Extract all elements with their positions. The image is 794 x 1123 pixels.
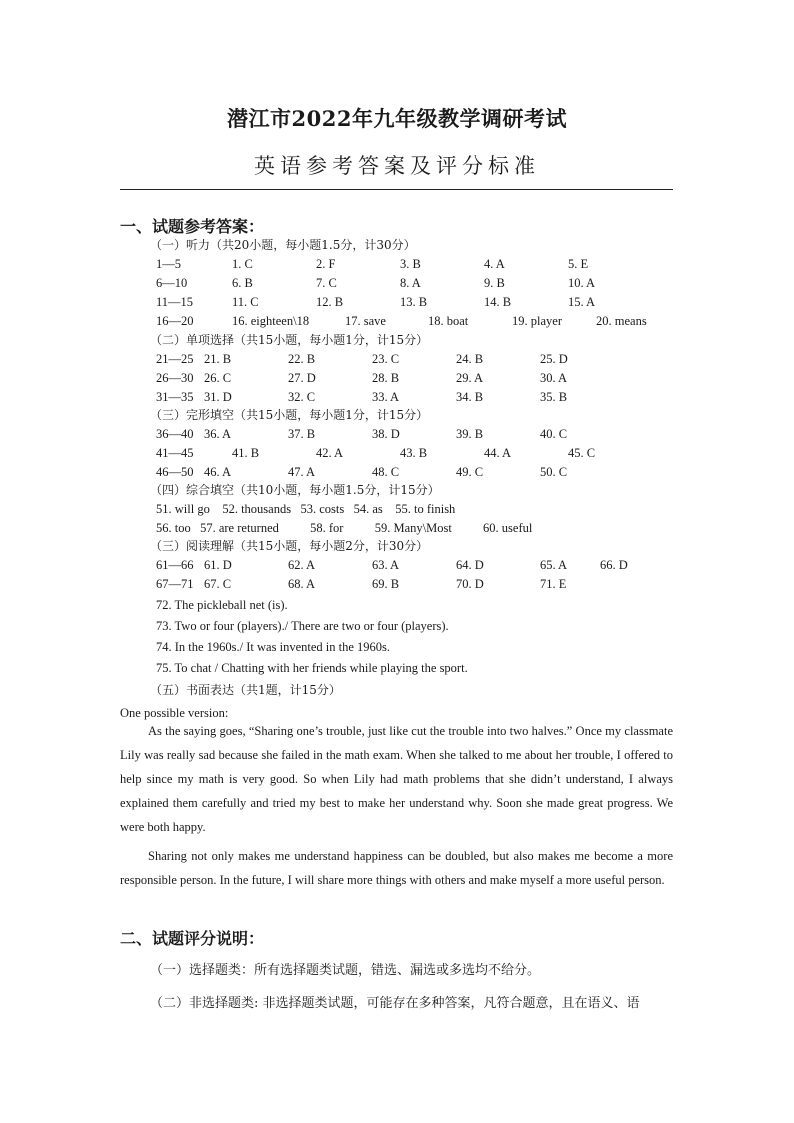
answer-cell: 41. B — [232, 446, 260, 460]
answer-range: 46—50 — [156, 465, 194, 479]
answer-cell: 25. D — [540, 352, 568, 366]
answer-cell: 7. C — [316, 276, 337, 290]
answer-cell: 11. C — [232, 295, 259, 309]
answer-cell: 22. B — [288, 352, 316, 366]
answer-row — [0, 575, 794, 594]
answer-cell: 61. D — [204, 558, 232, 572]
answer-cell: 28. B — [372, 371, 400, 385]
answer-cell: 6. B — [232, 276, 253, 290]
answer-row — [0, 556, 794, 575]
answer-row — [0, 388, 794, 407]
answer-cell: 63. A — [372, 558, 400, 572]
answer-cell: 71. E — [540, 577, 567, 591]
answer-row — [0, 350, 794, 369]
section-heading-reading: （三）阅读理解（共15小题，每小题2分，计30分） — [150, 539, 429, 553]
answer-row — [0, 255, 794, 274]
title-divider — [120, 189, 673, 190]
answer-cell: 66. D — [600, 558, 628, 572]
essay-intro: One possible version: — [120, 706, 229, 720]
answer-line: 56. too 57. are returned 58. for 59. Many\Most 60. useful — [156, 521, 533, 535]
answer-cell: 36. A — [204, 427, 232, 441]
answer-cell: 12. B — [316, 295, 344, 309]
answer-cell: 29. A — [456, 371, 484, 385]
part1-heading: 一、试题参考答案： — [120, 217, 265, 236]
page-title: 潜江市2022年九年级教学调研考试 — [227, 106, 567, 131]
answer-range: 36—40 — [156, 427, 194, 441]
section-heading-cloze: （三）完形填空（共15小题，每小题1分，计15分） — [150, 408, 429, 422]
answer-cell: 1. C — [232, 257, 253, 271]
answer-cell: 35. B — [540, 390, 568, 404]
answer-row — [0, 293, 794, 312]
section-heading-listening: （一）听力（共20小题，每小题1.5分，计30分） — [150, 238, 416, 252]
answer-row — [0, 463, 794, 482]
answer-range: 61—66 — [156, 558, 194, 572]
scoring-note: （二）非选择题类: 非选择题类试题，可能存在多种答案，凡符合题意，且在语义、语 — [150, 996, 640, 1011]
answer-cell: 44. A — [484, 446, 512, 460]
answer-cell: 5. E — [568, 257, 589, 271]
answer-line: 73. Two or four (players)./ There are two or four (players). — [156, 619, 449, 633]
answer-cell: 10. A — [568, 276, 596, 290]
answer-cell: 31. D — [204, 390, 232, 404]
answer-cell: 23. C — [372, 352, 400, 366]
answer-cell: 26. C — [204, 371, 232, 385]
answer-cell: 20. means — [596, 314, 647, 328]
answer-cell: 19. player — [512, 314, 562, 328]
answer-cell: 17. save — [345, 314, 386, 328]
answer-cell: 14. B — [484, 295, 512, 309]
section-heading-writing: （五）书面表达（共1题，计15分） — [150, 683, 341, 697]
sample-essay — [120, 719, 673, 892]
answer-cell: 2. F — [316, 257, 336, 271]
answer-cell: 45. C — [568, 446, 596, 460]
answer-cell: 32. C — [288, 390, 316, 404]
answer-line: 74. In the 1960s./ It was invented in the 1960s. — [156, 640, 390, 654]
answer-cell: 42. A — [316, 446, 344, 460]
answer-row — [0, 444, 794, 463]
answer-range: 1—5 — [156, 257, 181, 271]
answer-cell: 33. A — [372, 390, 400, 404]
answer-cell: 39. B — [456, 427, 484, 441]
section-heading-fill-in: （四）综合填空（共10小题，每小题1.5分，计15分） — [150, 483, 440, 497]
answer-cell: 38. D — [372, 427, 400, 441]
answer-range: 16—20 — [156, 314, 194, 328]
answer-cell: 30. A — [540, 371, 568, 385]
answer-cell: 8. A — [400, 276, 421, 290]
answer-range: 11—15 — [156, 295, 194, 309]
answer-range: 31—35 — [156, 390, 194, 404]
answer-cell: 47. A — [288, 465, 316, 479]
answer-range: 67—71 — [156, 577, 194, 591]
answer-row — [0, 425, 794, 444]
answer-cell: 9. B — [484, 276, 505, 290]
scoring-note: （一）选择题类：所有选择题类试题，错选、漏选或多选均不给分。 — [150, 963, 541, 978]
answer-cell: 4. A — [484, 257, 505, 271]
answer-range: 6—10 — [156, 276, 188, 290]
answer-range: 21—25 — [156, 352, 194, 366]
answer-row — [0, 274, 794, 293]
answer-cell: 68. A — [288, 577, 316, 591]
answer-cell: 34. B — [456, 390, 484, 404]
answer-cell: 24. B — [456, 352, 484, 366]
answer-cell: 13. B — [400, 295, 428, 309]
answer-line: 75. To chat / Chatting with her friends while playing the sport. — [156, 661, 468, 675]
answer-row — [0, 312, 794, 331]
answer-cell: 48. C — [372, 465, 400, 479]
answer-line: 72. The pickleball net (is). — [156, 598, 288, 612]
answer-cell: 70. D — [456, 577, 484, 591]
answer-row — [0, 369, 794, 388]
answer-cell: 15. A — [568, 295, 596, 309]
answer-cell: 40. C — [540, 427, 568, 441]
answer-cell: 27. D — [288, 371, 316, 385]
answer-cell: 65. A — [540, 558, 568, 572]
answer-cell: 16. eighteen\18 — [232, 314, 310, 328]
section-heading-single-choice: （二）单项选择（共15小题，每小题1分，计15分） — [150, 333, 429, 347]
answer-cell: 49. C — [456, 465, 484, 479]
answer-cell: 67. C — [204, 577, 232, 591]
answer-range: 41—45 — [156, 446, 194, 460]
essay-paragraph: As the saying goes, “Sharing one’s trouble, just like cut the trouble into two halves.” Once my classmate Lily was really sad because she failed in the math exam. When she talked to me about her trouble, I offered to help since my math is very good. So when Lily had math problems that she didn’t understand, I always explained them carefully and tried my best to make her understand why. Soon she made great progress. We were both happy. — [120, 724, 673, 834]
part2-heading: 二、试题评分说明： — [120, 929, 265, 948]
answer-cell: 62. A — [288, 558, 316, 572]
answer-cell: 69. B — [372, 577, 400, 591]
answer-cell: 64. D — [456, 558, 484, 572]
answer-cell: 46. A — [204, 465, 232, 479]
answer-cell: 21. B — [204, 352, 232, 366]
answer-cell: 3. B — [400, 257, 421, 271]
answer-line: 51. will go 52. thousands 53. costs 54. as 55. to finish — [156, 502, 456, 516]
page-subtitle: 英语参考答案及评分标准 — [254, 154, 540, 178]
answer-cell: 43. B — [400, 446, 428, 460]
answer-cell: 37. B — [288, 427, 316, 441]
answer-range: 26—30 — [156, 371, 194, 385]
essay-paragraph: Sharing not only makes me understand happiness can be doubled, but also makes me become a more responsible person. In the future, I will share more things with others and make myself a more useful person. — [120, 849, 673, 887]
answer-cell: 50. C — [540, 465, 568, 479]
answer-cell: 18. boat — [428, 314, 469, 328]
